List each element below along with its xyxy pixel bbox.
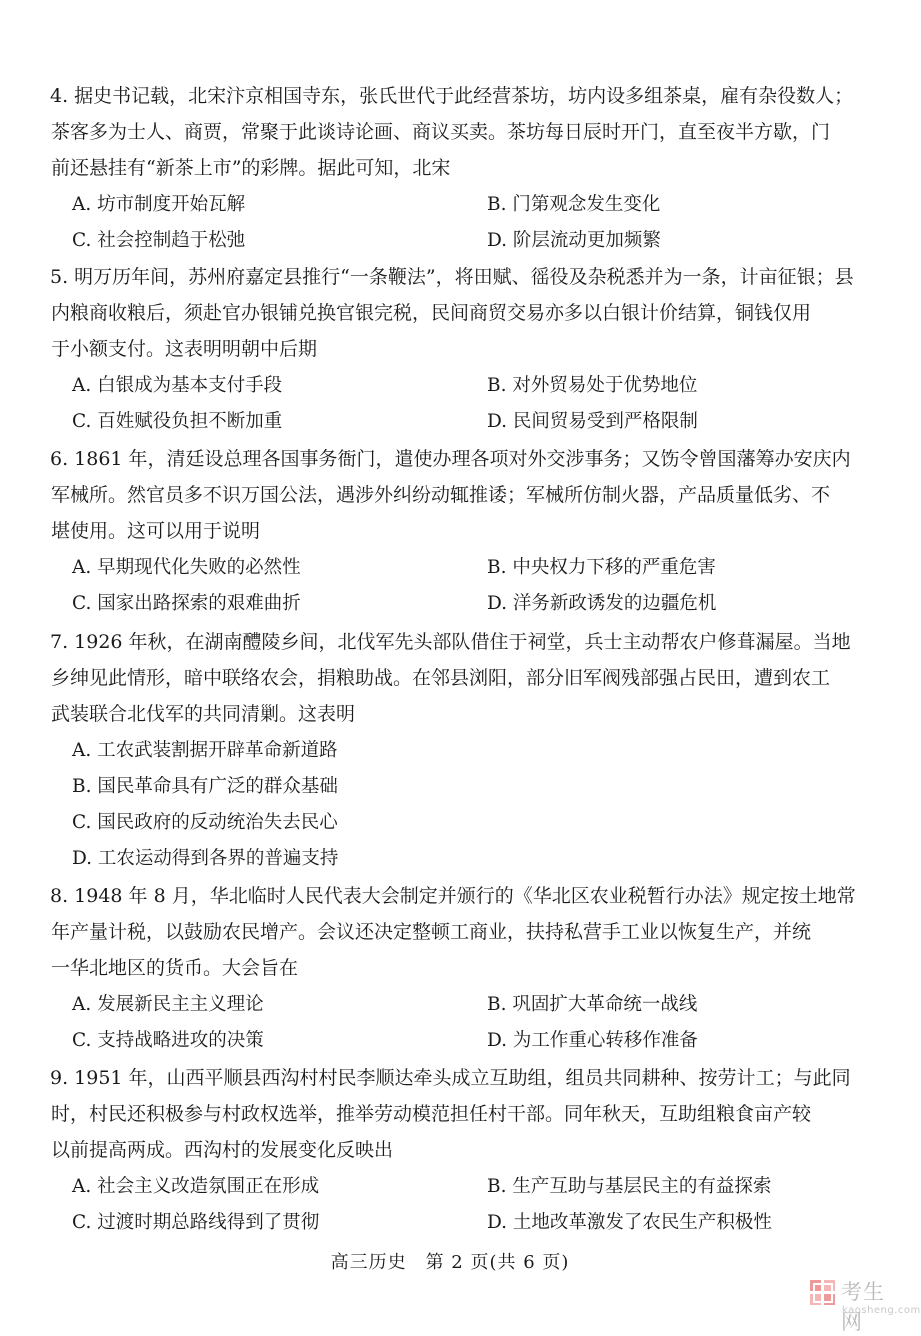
question-stem-line: 乡绅见此情形，暗中联络农会，捐粮助战。在邻县浏阳，部分旧军阀残部强占民田，遭到农工 [51,667,831,689]
question-stem-line: 于小额支付。这表明明朝中后期 [51,338,318,360]
question-stem-line: 内粮商收粮后，须赴官办银铺兑换官银完税，民间商贸交易亦多以白银计价结算，铜钱仅用 [51,302,812,324]
question-stem-line: 军械所。然官员多不识万国公法，遇涉外纠纷动辄推诿；军械所仿制火器，产品质量低劣、不 [51,484,831,506]
option-a[interactable]: A. 坊市制度开始瓦解 [72,194,246,215]
option-c[interactable]: C. 过渡时期总路线得到了贯彻 [72,1212,320,1233]
question-stem-line: 7. 1926 年秋，在湖南醴陵乡间，北伐军先头部队借住于祠堂，兵士主动帮农户修葺漏屋。当地 [50,631,851,653]
kaosheng-logo-icon [808,1278,838,1308]
option-b[interactable]: B. 生产互助与基层民主的有益探索 [487,1176,772,1197]
question-stem-line: 前还悬挂有“新茶上市”的彩牌。据此可知，北宋 [51,157,451,179]
option-d[interactable]: D. 工农运动得到各界的普遍支持 [72,848,339,869]
option-c[interactable]: C. 社会控制趋于松弛 [72,230,246,251]
question-stem-line: 以前提高两成。西沟村的发展变化反映出 [51,1139,394,1161]
question-stem-line: 6. 1861 年，清廷设总理各国事务衙门，遣使办理各项对外交涉事务；又饬令曾国藩筹办安庆内 [50,448,851,470]
question-stem-line: 4. 据史书记载，北宋汴京相国寺东，张氏世代于此经营茶坊，坊内设多组茶桌，雇有杂役数人； [50,85,854,107]
option-a[interactable]: A. 发展新民主主义理论 [72,994,264,1015]
option-a[interactable]: A. 白银成为基本支付手段 [72,375,283,396]
question-stem-line: 5. 明万历年间，苏州府嘉定县推行“一条鞭法”，将田赋、徭役及杂税悉并为一条，计亩征银；县 [50,266,854,288]
page-footer: 高三历史 第 2 页(共 6 页) [330,1252,570,1273]
option-b[interactable]: B. 对外贸易处于优势地位 [487,375,698,396]
question-stem-line: 茶客多为士人、商贾，常聚于此谈诗论画、商议买卖。茶坊每日辰时开门，直至夜半方歇，门 [51,121,831,143]
option-d[interactable]: D. 民间贸易受到严格限制 [487,411,698,432]
question-stem-line: 时，村民还积极参与村政权选举，推举劳动模范担任村干部。同年秋天，互助组粮食亩产较 [51,1103,812,1125]
watermark-text: 考生网 [841,1280,885,1334]
option-a[interactable]: A. 社会主义改造氛围正在形成 [72,1176,320,1197]
option-d[interactable]: D. 阶层流动更加频繁 [487,230,661,251]
option-c[interactable]: C. 百姓赋役负担不断加重 [72,411,283,432]
question-stem-line: 堪使用。这可以用于说明 [51,520,261,542]
question-stem-line: 年产量计税，以鼓励农民增产。会议还决定整顿工商业，扶持私营手工业以恢复生产，并统 [51,921,812,943]
option-a[interactable]: A. 早期现代化失败的必然性 [72,557,301,578]
option-d[interactable]: D. 土地改革激发了农民生产积极性 [487,1212,772,1233]
watermark [808,1272,921,1334]
option-c[interactable]: C. 国民政府的反动统治失去民心 [72,812,338,833]
option-b[interactable]: B. 国民革命具有广泛的群众基础 [72,776,338,797]
question-stem-line: 武装联合北伐军的共同清剿。这表明 [51,703,356,725]
option-b[interactable]: B. 门第观念发生变化 [487,194,661,215]
option-b[interactable]: B. 巩固扩大革命统一战线 [487,994,698,1015]
option-c[interactable]: C. 支持战略进攻的决策 [72,1030,264,1051]
option-d[interactable]: D. 洋务新政诱发的边疆危机 [487,593,717,614]
question-stem-line: 9. 1951 年，山西平顺县西沟村村民李顺达牵头成立互助组，组员共同耕种、按劳计工；与此同 [50,1067,851,1089]
watermark-url: kaosheng.com [842,1305,921,1316]
question-stem-line: 一华北地区的货币。大会旨在 [51,957,299,979]
question-stem-line: 8. 1948 年 8 月，华北临时人民代表大会制定并颁行的《华北区农业税暂行办法》规定按土地常 [50,885,856,907]
option-b[interactable]: B. 中央权力下移的严重危害 [487,557,716,578]
option-a[interactable]: A. 工农武装割据开辟革命新道路 [72,740,338,761]
option-d[interactable]: D. 为工作重心转移作准备 [487,1030,698,1051]
option-c[interactable]: C. 国家出路探索的艰难曲折 [72,593,301,614]
